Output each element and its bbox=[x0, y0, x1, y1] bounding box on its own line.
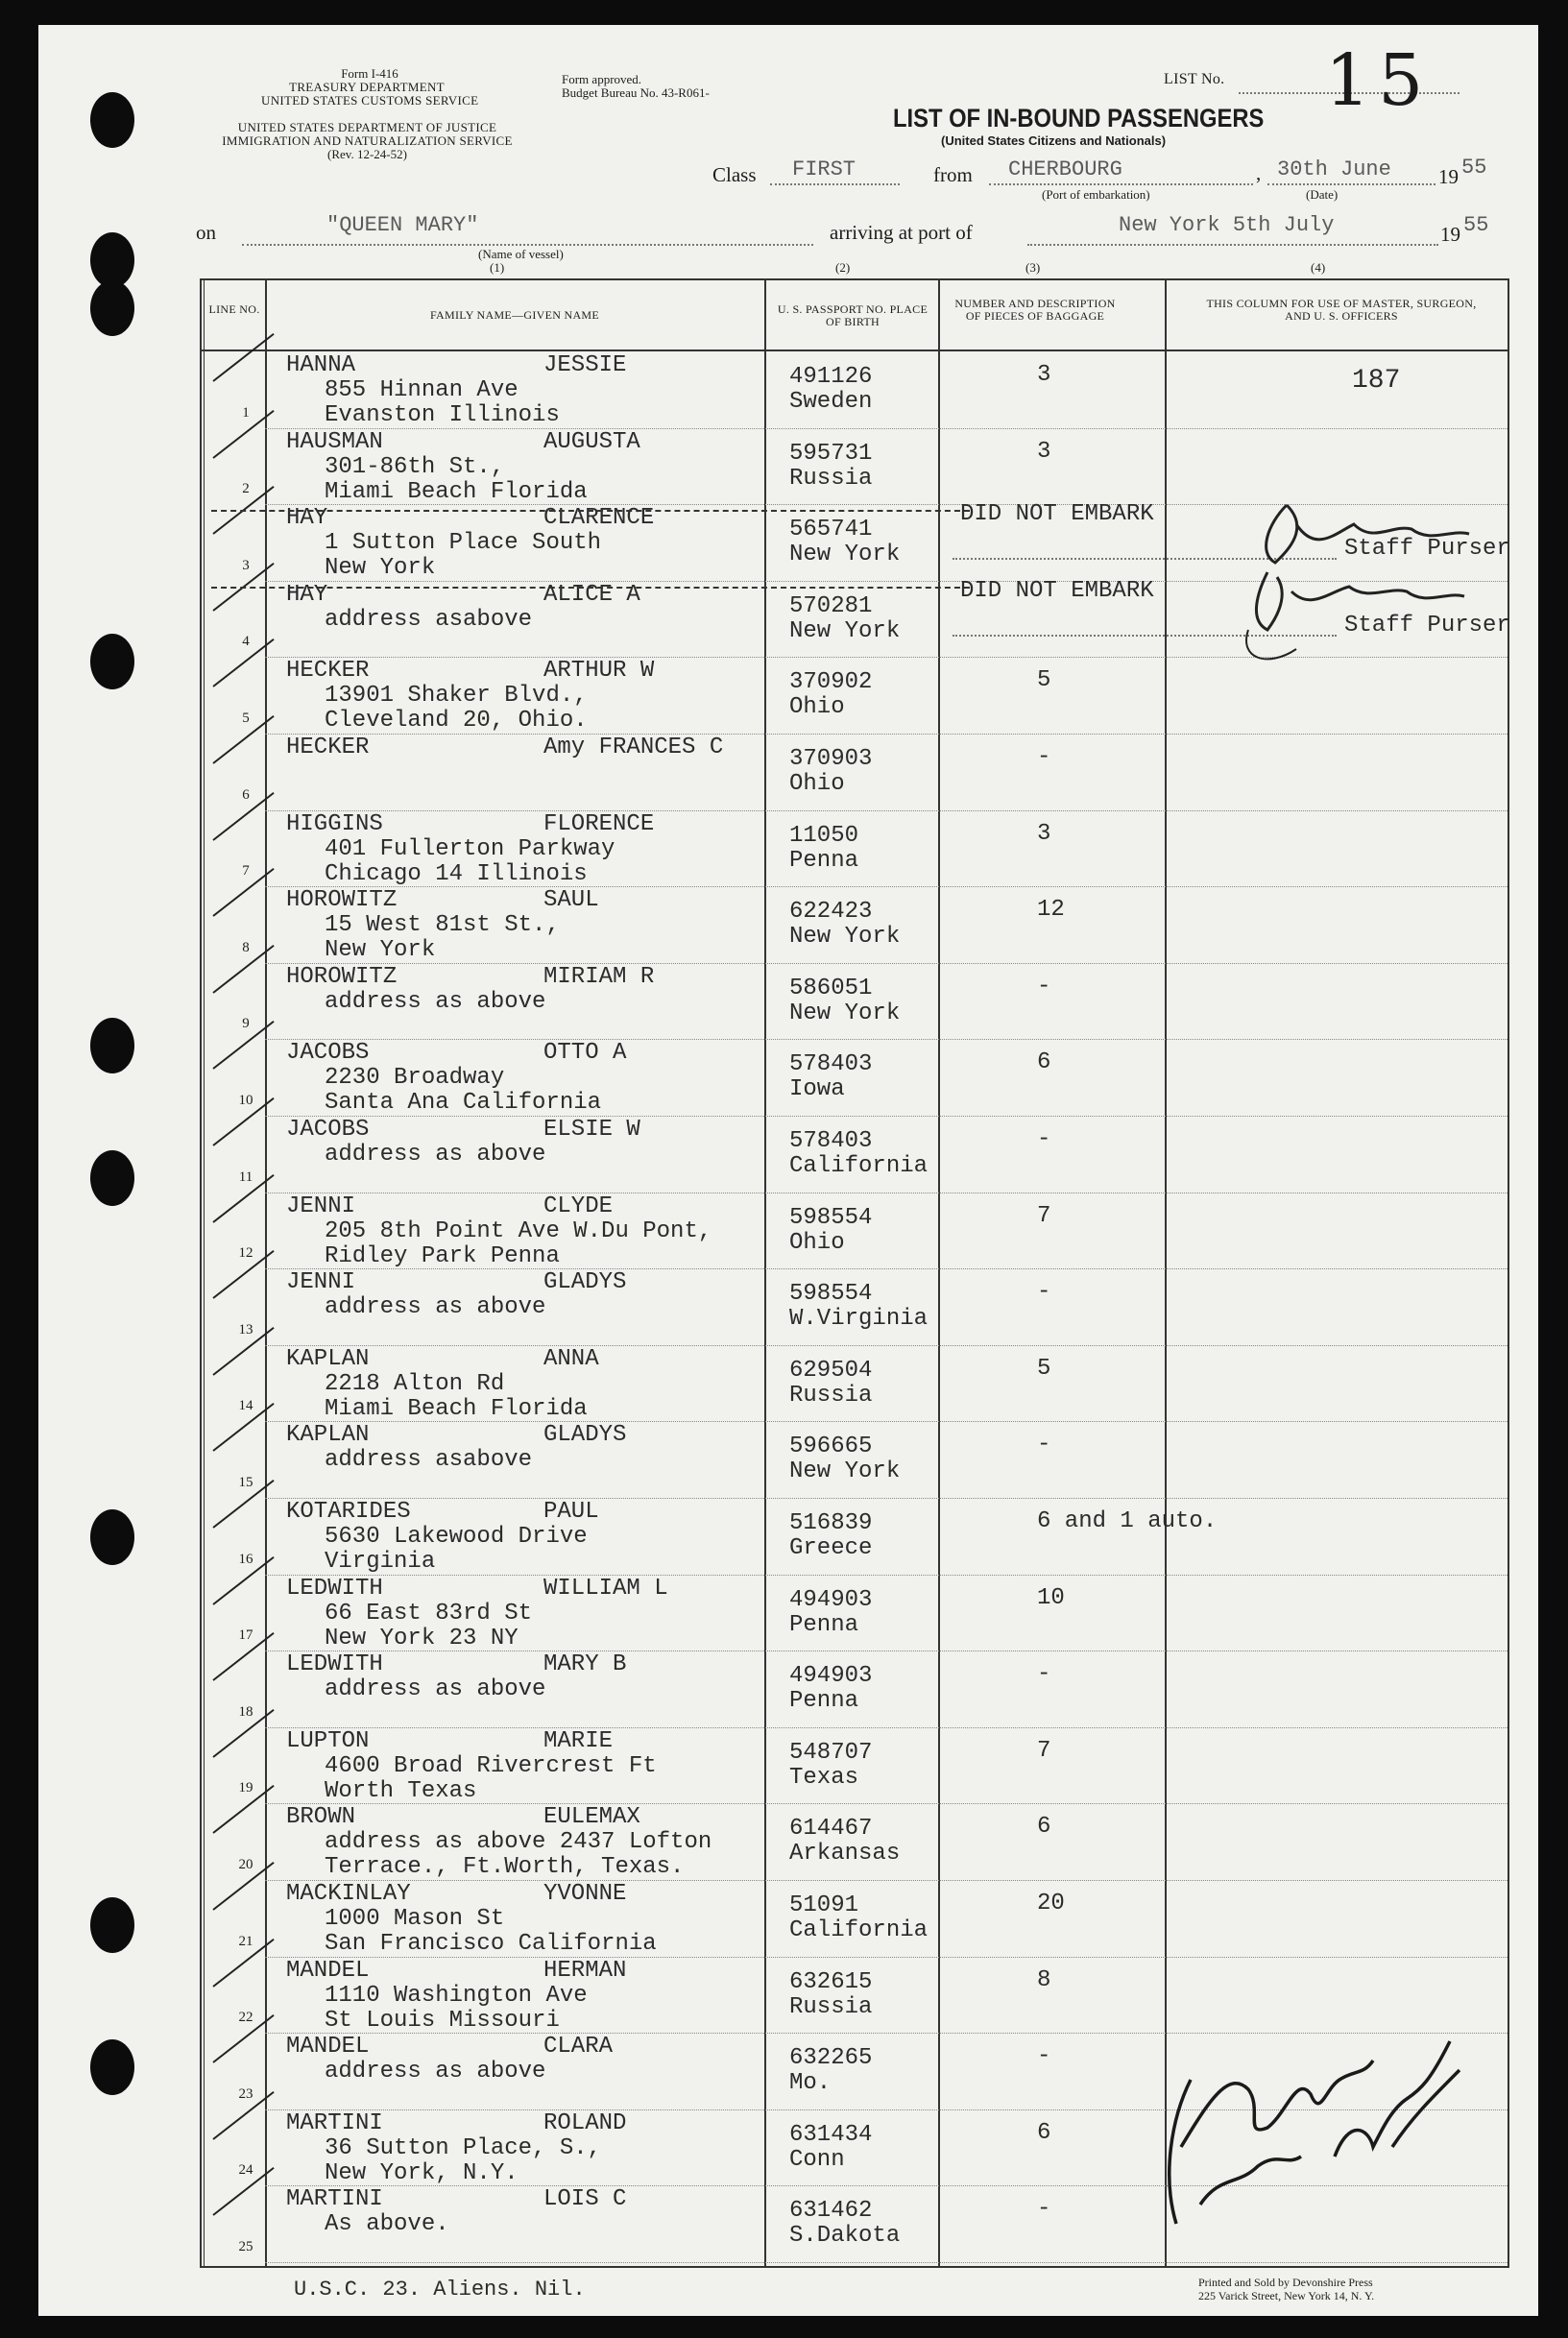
arrival-port-date: New York 5th July bbox=[1119, 213, 1335, 237]
col-num-3: (3) bbox=[1025, 260, 1041, 275]
vessel-name: "QUEEN MARY" bbox=[326, 213, 479, 237]
year-value: 55 bbox=[1461, 156, 1487, 180]
col-header-line-no: LINE NO. bbox=[208, 302, 260, 316]
given-name: HERMAN bbox=[543, 1957, 627, 1984]
baggage-count: 6 and 1 auto. bbox=[1037, 1508, 1218, 1534]
line-number: 17 bbox=[238, 1627, 253, 1644]
place-of-birth: Penna bbox=[789, 1688, 859, 1715]
family-name: JACOBS bbox=[286, 1117, 370, 1143]
address-line-2: New York bbox=[325, 555, 436, 582]
passport-number: 370902 bbox=[789, 669, 873, 696]
passport-number: 491126 bbox=[789, 364, 873, 390]
family-name: LEDWITH bbox=[286, 1575, 383, 1602]
given-name: ALICE A bbox=[543, 581, 640, 608]
baggage-count: 8 bbox=[1037, 1966, 1051, 1993]
row-divider bbox=[265, 1498, 1508, 1499]
row-divider bbox=[265, 1345, 1508, 1346]
form-number: Form I-416 bbox=[341, 66, 398, 81]
family-name: HECKER bbox=[286, 658, 370, 685]
baggage-count: 3 bbox=[1037, 820, 1051, 847]
place-of-birth: New York bbox=[789, 542, 901, 568]
address-line-2: New York 23 NY bbox=[325, 1625, 519, 1651]
address-line-1: address as above bbox=[325, 1142, 546, 1168]
passport-number: 494903 bbox=[789, 1586, 873, 1613]
purser-signatures bbox=[1229, 486, 1536, 716]
passport-number: 596665 bbox=[789, 1434, 873, 1460]
passport-number: 548707 bbox=[789, 1739, 873, 1766]
baggage-count: 5 bbox=[1037, 1355, 1051, 1382]
line-number: 16 bbox=[238, 1551, 253, 1567]
family-name: JENNI bbox=[286, 1269, 356, 1296]
family-name: JACOBS bbox=[286, 1040, 370, 1067]
printer-line-2: 225 Varick Street, New York 14, N. Y. bbox=[1198, 2289, 1375, 2302]
address-line-1: 5630 Lakewood Drive bbox=[325, 1524, 588, 1550]
place-of-birth: W.Virginia bbox=[789, 1306, 929, 1333]
address-line-2: Chicago 14 Illinois bbox=[325, 860, 588, 887]
address-line-1: 13901 Shaker Blvd., bbox=[325, 683, 588, 710]
place-of-birth: Penna bbox=[789, 847, 859, 874]
inspector-signature bbox=[1143, 1984, 1508, 2272]
baggage-count: - bbox=[1037, 1126, 1051, 1152]
list-number: 15 bbox=[1325, 39, 1432, 122]
given-name: MARY B bbox=[543, 1651, 627, 1678]
baggage-count: - bbox=[1037, 2196, 1051, 2223]
officer-note: Staff Purser bbox=[1344, 612, 1510, 639]
line-number: 23 bbox=[238, 2085, 253, 2102]
row-divider bbox=[265, 1575, 1508, 1576]
on-label: on bbox=[196, 221, 216, 244]
given-name: YVONNE bbox=[543, 1881, 627, 1907]
baggage-count: DID NOT EMBARK bbox=[960, 577, 1154, 604]
given-name: ELSIE W bbox=[543, 1117, 640, 1143]
place-of-birth: New York bbox=[789, 1458, 901, 1485]
line-number: 19 bbox=[238, 1780, 253, 1796]
place-of-birth: Sweden bbox=[789, 389, 873, 415]
line-number: 9 bbox=[242, 1016, 250, 1032]
family-name: JENNI bbox=[286, 1193, 356, 1219]
class-value: FIRST bbox=[792, 157, 856, 181]
baggage-count: DID NOT EMBARK bbox=[960, 501, 1154, 528]
address-line-1: address asabove bbox=[325, 606, 533, 633]
baggage-count: 20 bbox=[1037, 1891, 1065, 1916]
address-line-1: address as above 2437 Lofton bbox=[325, 1829, 712, 1856]
address-line-1: 205 8th Point Ave W.Du Pont, bbox=[325, 1217, 712, 1244]
place-of-birth: Ohio bbox=[789, 1229, 845, 1256]
line-number: 18 bbox=[238, 1703, 253, 1720]
address-line-1: address as above bbox=[325, 2059, 546, 2085]
passport-number: 629504 bbox=[789, 1357, 873, 1384]
passport-number: 595731 bbox=[789, 440, 873, 467]
address-line-1: 36 Sutton Place, S., bbox=[325, 2134, 602, 2161]
line-number: 8 bbox=[242, 939, 250, 955]
line-number: 25 bbox=[238, 2239, 253, 2254]
line-number: 6 bbox=[242, 786, 250, 803]
line-number: 22 bbox=[238, 2010, 253, 2026]
place-of-birth: Arkansas bbox=[789, 1841, 901, 1868]
arrival-year: 55 bbox=[1463, 213, 1489, 237]
col-header-name: FAMILY NAME—GIVEN NAME bbox=[429, 308, 600, 322]
baggage-count: - bbox=[1037, 1432, 1051, 1458]
baggage-count: 6 bbox=[1037, 2119, 1051, 2146]
baggage-count: - bbox=[1037, 1661, 1051, 1688]
address-line-1: 301-86th St., bbox=[325, 453, 505, 480]
given-name: MARIE bbox=[543, 1727, 614, 1754]
place-of-birth: Russia bbox=[789, 1382, 873, 1409]
given-name: WILLIAM L bbox=[543, 1575, 668, 1602]
line-number: 13 bbox=[238, 1321, 253, 1338]
line-number: 4 bbox=[242, 634, 250, 650]
family-name: LEDWITH bbox=[286, 1651, 383, 1678]
given-name: PAUL bbox=[543, 1499, 599, 1525]
given-name: SAUL bbox=[543, 887, 599, 914]
place-of-birth: Iowa bbox=[789, 1076, 845, 1103]
binder-hole bbox=[90, 92, 134, 148]
place-of-birth: Ohio bbox=[789, 694, 845, 721]
line-number: 3 bbox=[242, 557, 250, 573]
line-number: 14 bbox=[238, 1398, 253, 1414]
passport-number: 51091 bbox=[789, 1892, 859, 1918]
address-line-2: Terrace., Ft.Worth, Texas. bbox=[325, 1854, 685, 1881]
place-of-birth: Greece bbox=[789, 1535, 873, 1561]
given-name: CLARENCE bbox=[543, 505, 655, 532]
form-approval: Form approved. bbox=[562, 72, 642, 86]
place-of-birth: Russia bbox=[789, 1993, 873, 2020]
address-line-1: address as above bbox=[325, 1676, 546, 1703]
baggage-count: - bbox=[1037, 1279, 1051, 1306]
department: TREASURY DEPARTMENT bbox=[289, 80, 445, 94]
col-header-baggage: NUMBER AND DESCRIPTION OF PIECES OF BAGGAGE bbox=[954, 297, 1116, 323]
baggage-count: - bbox=[1037, 2043, 1051, 2070]
col-header-passport: U. S. PASSPORT NO. PLACE OF BIRTH bbox=[777, 302, 929, 328]
place-of-birth: Penna bbox=[789, 1611, 859, 1638]
port-caption: (Port of embarkation) bbox=[1042, 187, 1150, 202]
line-number: 12 bbox=[238, 1245, 253, 1262]
family-name: KAPLAN bbox=[286, 1345, 370, 1372]
from-label: from bbox=[933, 163, 973, 186]
customs-service: UNITED STATES CUSTOMS SERVICE bbox=[261, 93, 479, 108]
place-of-birth: New York bbox=[789, 617, 901, 644]
address-line-1: 1110 Washington Ave bbox=[325, 1982, 588, 2009]
family-name: HAUSMAN bbox=[286, 428, 383, 455]
address-line-2: Virginia bbox=[325, 1549, 436, 1575]
given-name: AUGUSTA bbox=[543, 428, 640, 455]
officer-note: Staff Purser bbox=[1344, 536, 1510, 563]
line-number: 11 bbox=[238, 1169, 253, 1185]
passport-number: 631434 bbox=[789, 2121, 873, 2148]
officer-note: 187 bbox=[1352, 366, 1401, 396]
baggage-count: 3 bbox=[1037, 362, 1051, 388]
family-name: MARTINI bbox=[286, 2109, 383, 2136]
baggage-count: 12 bbox=[1037, 897, 1065, 924]
from-value: CHERBOURG bbox=[1008, 157, 1122, 181]
address-line-1: 1 Sutton Place South bbox=[325, 530, 602, 557]
passport-number: 494903 bbox=[789, 1663, 873, 1690]
binder-hole bbox=[90, 280, 134, 336]
baggage-count: 5 bbox=[1037, 667, 1051, 694]
year-prefix: 19 bbox=[1438, 165, 1459, 188]
place-of-birth: Russia bbox=[789, 465, 873, 492]
passport-number: 578403 bbox=[789, 1128, 873, 1154]
budget-bureau: Budget Bureau No. 43-R061- bbox=[562, 85, 710, 100]
list-no-label: LIST No. bbox=[1164, 71, 1225, 87]
address-line-1: 1000 Mason St bbox=[325, 1906, 505, 1932]
passport-number: 11050 bbox=[789, 822, 859, 849]
family-name: HOROWITZ bbox=[286, 887, 398, 914]
line-number: 21 bbox=[238, 1933, 253, 1949]
baggage-count: - bbox=[1037, 744, 1051, 770]
address-line-1: address asabove bbox=[325, 1447, 533, 1474]
address-line-1: address as above bbox=[325, 1294, 546, 1321]
given-name: GLADYS bbox=[543, 1422, 627, 1449]
binder-hole bbox=[90, 1897, 134, 1953]
row-divider bbox=[265, 810, 1508, 811]
page-title: LIST OF IN-BOUND PASSENGERS bbox=[893, 104, 1265, 133]
binder-hole bbox=[90, 1509, 134, 1565]
line-number: 2 bbox=[242, 481, 250, 497]
date-value: 30th June bbox=[1277, 157, 1391, 181]
family-name: HIGGINS bbox=[286, 810, 383, 837]
baggage-count: 7 bbox=[1037, 1737, 1051, 1764]
passport-number: 586051 bbox=[789, 975, 873, 1001]
family-name: MACKINLAY bbox=[286, 1881, 411, 1907]
baggage-count: 3 bbox=[1037, 438, 1051, 465]
passport-number: 614467 bbox=[789, 1816, 873, 1843]
passport-number: 598554 bbox=[789, 1281, 873, 1308]
given-name: EULEMAX bbox=[543, 1804, 640, 1831]
address-line-2: Evanston Illinois bbox=[325, 402, 560, 428]
passport-number: 631462 bbox=[789, 2198, 873, 2225]
family-name: BROWN bbox=[286, 1804, 356, 1831]
given-name: ROLAND bbox=[543, 2109, 627, 2136]
baggage-count: 7 bbox=[1037, 1202, 1051, 1229]
given-name: OTTO A bbox=[543, 1040, 627, 1067]
address-line-2: Cleveland 20, Ohio. bbox=[325, 708, 588, 735]
arriving-label: arriving at port of bbox=[830, 221, 973, 244]
family-name: HAY bbox=[286, 505, 328, 532]
address-line-1: 855 Hinnan Ave bbox=[325, 377, 519, 403]
address-line-1: 2218 Alton Rd bbox=[325, 1370, 505, 1397]
binder-hole bbox=[90, 2039, 134, 2095]
given-name: FLORENCE bbox=[543, 810, 655, 837]
place-of-birth: New York bbox=[789, 924, 901, 951]
struck-row-line bbox=[211, 587, 970, 589]
address-line-2: Miami Beach Florida bbox=[325, 478, 588, 505]
row-divider bbox=[265, 963, 1508, 964]
baggage-count: 6 bbox=[1037, 1814, 1051, 1841]
passport-number: 565741 bbox=[789, 517, 873, 543]
baggage-count: 6 bbox=[1037, 1049, 1051, 1076]
page-subtitle: (United States Citizens and Nationals) bbox=[941, 133, 1167, 148]
ins-label: IMMIGRATION AND NATURALIZATION SERVICE bbox=[222, 133, 513, 148]
address-line-2: Worth Texas bbox=[325, 1777, 477, 1804]
printer-line-1: Printed and Sold by Devonshire Press bbox=[1198, 2276, 1373, 2289]
binder-hole bbox=[90, 634, 134, 689]
family-name: LUPTON bbox=[286, 1727, 370, 1754]
family-name: MANDEL bbox=[286, 1957, 370, 1984]
family-name: MANDEL bbox=[286, 2034, 370, 2061]
line-number: 7 bbox=[242, 863, 250, 880]
family-name: HANNA bbox=[286, 352, 356, 378]
table-top-border bbox=[200, 278, 1508, 280]
family-name: HECKER bbox=[286, 735, 370, 760]
address-line-1: As above. bbox=[325, 2211, 449, 2238]
family-name: MARTINI bbox=[286, 2186, 383, 2213]
class-label: Class bbox=[712, 163, 757, 186]
passport-number: 370903 bbox=[789, 746, 873, 772]
baggage-count: - bbox=[1037, 973, 1051, 1000]
address-line-1: address as above bbox=[325, 988, 546, 1015]
place-of-birth: California bbox=[789, 1153, 929, 1179]
line-number: 24 bbox=[238, 2162, 253, 2179]
address-line-2: Miami Beach Florida bbox=[325, 1395, 588, 1422]
family-name: KAPLAN bbox=[286, 1422, 370, 1449]
passport-number: 516839 bbox=[789, 1510, 873, 1536]
line-number: 1 bbox=[242, 404, 250, 421]
struck-row-line bbox=[211, 510, 970, 512]
passenger-list-page: Form I-416 TREASURY DEPARTMENT UNITED STATES CUSTOMS SERVICE UNITED STATES DEPARTMENT OF JUSTICE IMMIGRATION AND NATURALIZATION SERVICE (Rev. 12-24-52) Form approved. Budget Bureau No. 43-R061- LIST No. 15 LIST OF IN-BOUND PASSENGERS (United States Citizens and Nationals) Class FIRST from CHERBOURG (Port of embarkation) , 30th June 19 55 (Date) on "QUEEN MARY" (Name of vessel) arriving at port of New York 5th July 19 55 (1) (2) (3) (4) LINE NO. FAMILY NAME—GIVEN NAME U. S. PASSPORT NO. PLACE OF BIRTH NUMBER AND DESCRIPTION OF PIECES OF BAGGAGE THIS COLUMN FOR USE OF MASTER, SURGEON, AND U. S. OFFICERS 1 HANNA JESSIE 855 Hinnan Ave Evanston Illinois 491126 Sweden 3 187 2 HAUSMAN AUGUSTA 301-86th St., Miami Beach Florida 595731 Russia 3 3 HAY CLARENCE 1 Sutton Place South New York 565741 New York DID NOT EMBARK Staff Purser 4 HAY ALICE A address asabove 570281 New York DID NOT EMBARK Staff Purser 5 HECKER ARTHUR W 13901 Shaker Blvd., Cleveland 20, Ohio. 370902 Ohio 5 6 HECKER Amy FRANCES C 370903 Ohio - 7 HIGGINS FLORENCE 401 Fullerton Parkway Chicago 14 Illinois 11050 Penna 3 8 HOROWITZ SAUL 15 West 81st St., New York 622423 New York 12 9 HOROWITZ MIRIAM R address as above 586051 New York - 10 JACOBS OTTO A 2230 Broadway Santa Ana California 578403 Iowa 6 11 JACOBS ELSIE W address as above 578403 California - 12 JENNI CLYDE 205 8th Point Ave W.Du Pont, Ridley Park Penna 598554 Ohio 7 13 JENNI GLADYS address as above 598554 W.Virginia - 14 KAPLAN ANNA 2218 Alton Rd Miami Beach Florida 629504 Russia 5 15 KAPLAN GLADYS address asabove 596665 New York - 16 KOTARIDES PAUL 5630 Lakewood Drive Virginia 516839 Greece 6 and 1 auto. 17 LEDWITH WILLIAM L 66 East 83rd St New York 23 NY 494903 Penna 10 18 LEDWITH MARY B address as above 494903 Penna - 19 LUPTON MARIE 4600 Broad Rivercrest Ft Worth Texas 548707 Texas 7 20 BROWN EULEMAX address as above 2437 Lofton Terrace., Ft.Worth, Texas. 614467 Arkansas 6 21 MACKINLAY YVONNE 1000 Mason St San Francisco California 51091 California 20 22 MANDEL HERMAN 1110 Washington Ave St Louis Missouri 632615 Russia 8 23 MANDEL CLARA address as above 632265 Mo. - 24 MARTINI ROLAND 36 Sutton Place, S., New York, N.Y. 631434 Conn 6 25 MARTINI LOIS C As above. 631462 S.Dakota - U.S.C. 23. Aliens. Nil. Printed and Sold by Devonshire Press 225 Varick Street, New York 14, N. Y. bbox=[38, 25, 1538, 2316]
family-name: HOROWITZ bbox=[286, 963, 398, 990]
place-of-birth: New York bbox=[789, 1000, 901, 1026]
row-divider bbox=[265, 1039, 1508, 1040]
given-name: ANNA bbox=[543, 1345, 599, 1372]
summary-note: U.S.C. 23. Aliens. Nil. bbox=[294, 2278, 586, 2302]
place-of-birth: Conn bbox=[789, 2146, 845, 2173]
col-num-2: (2) bbox=[835, 260, 851, 275]
line-number: 15 bbox=[238, 1475, 253, 1490]
vessel-caption: (Name of vessel) bbox=[478, 247, 564, 261]
binder-hole bbox=[90, 1018, 134, 1073]
given-name: GLADYS bbox=[543, 1269, 627, 1296]
given-name: CLARA bbox=[543, 2034, 614, 2061]
row-divider bbox=[265, 1727, 1508, 1728]
line-number: 10 bbox=[238, 1093, 253, 1108]
col-num-4: (4) bbox=[1311, 260, 1326, 275]
revision: (Rev. 12-24-52) bbox=[327, 147, 407, 161]
col-num-1: (1) bbox=[490, 260, 505, 275]
passport-number: 578403 bbox=[789, 1051, 873, 1078]
place-of-birth: Texas bbox=[789, 1764, 859, 1791]
place-of-birth: Mo. bbox=[789, 2070, 832, 2097]
line-number: 20 bbox=[238, 1857, 253, 1872]
passport-number: 632615 bbox=[789, 1968, 873, 1995]
binder-hole bbox=[90, 1150, 134, 1206]
given-name: ARTHUR W bbox=[543, 658, 655, 685]
address-line-2: Santa Ana California bbox=[325, 1090, 602, 1117]
address-line-1: 15 West 81st St., bbox=[325, 912, 560, 939]
passport-number: 570281 bbox=[789, 592, 873, 619]
place-of-birth: S.Dakota bbox=[789, 2223, 901, 2250]
given-name: JESSIE bbox=[543, 352, 627, 378]
doj-label: UNITED STATES DEPARTMENT OF JUSTICE bbox=[237, 120, 497, 134]
address-line-2: Ridley Park Penna bbox=[325, 1242, 560, 1269]
given-name: CLYDE bbox=[543, 1193, 614, 1219]
line-number: 5 bbox=[242, 711, 250, 726]
arrival-year-prefix: 19 bbox=[1440, 223, 1460, 246]
place-of-birth: California bbox=[789, 1917, 929, 1943]
passport-number: 622423 bbox=[789, 899, 873, 926]
address-line-2: New York bbox=[325, 937, 436, 964]
col-header-officers: THIS COLUMN FOR USE OF MASTER, SURGEON, AND U. S. OFFICERS bbox=[1206, 297, 1477, 323]
family-name: HAY bbox=[286, 581, 328, 608]
address-line-1: 2230 Broadway bbox=[325, 1065, 505, 1092]
date-caption: (Date) bbox=[1306, 187, 1339, 202]
family-name: KOTARIDES bbox=[286, 1499, 411, 1525]
passport-number: 632265 bbox=[789, 2045, 873, 2072]
address-line-2: San Francisco California bbox=[325, 1931, 657, 1957]
address-line-1: 66 East 83rd St bbox=[325, 1600, 533, 1627]
address-line-2: St Louis Missouri bbox=[325, 2007, 560, 2034]
address-line-1: 4600 Broad Rivercrest Ft bbox=[325, 1752, 657, 1779]
given-name: Amy FRANCES C bbox=[543, 735, 724, 760]
address-line-2: New York, N.Y. bbox=[325, 2159, 519, 2186]
place-of-birth: Ohio bbox=[789, 771, 845, 797]
given-name: LOIS C bbox=[543, 2186, 627, 2213]
baggage-count: 10 bbox=[1037, 1584, 1065, 1611]
passport-number: 598554 bbox=[789, 1204, 873, 1231]
given-name: MIRIAM R bbox=[543, 963, 655, 990]
address-line-1: 401 Fullerton Parkway bbox=[325, 835, 615, 862]
